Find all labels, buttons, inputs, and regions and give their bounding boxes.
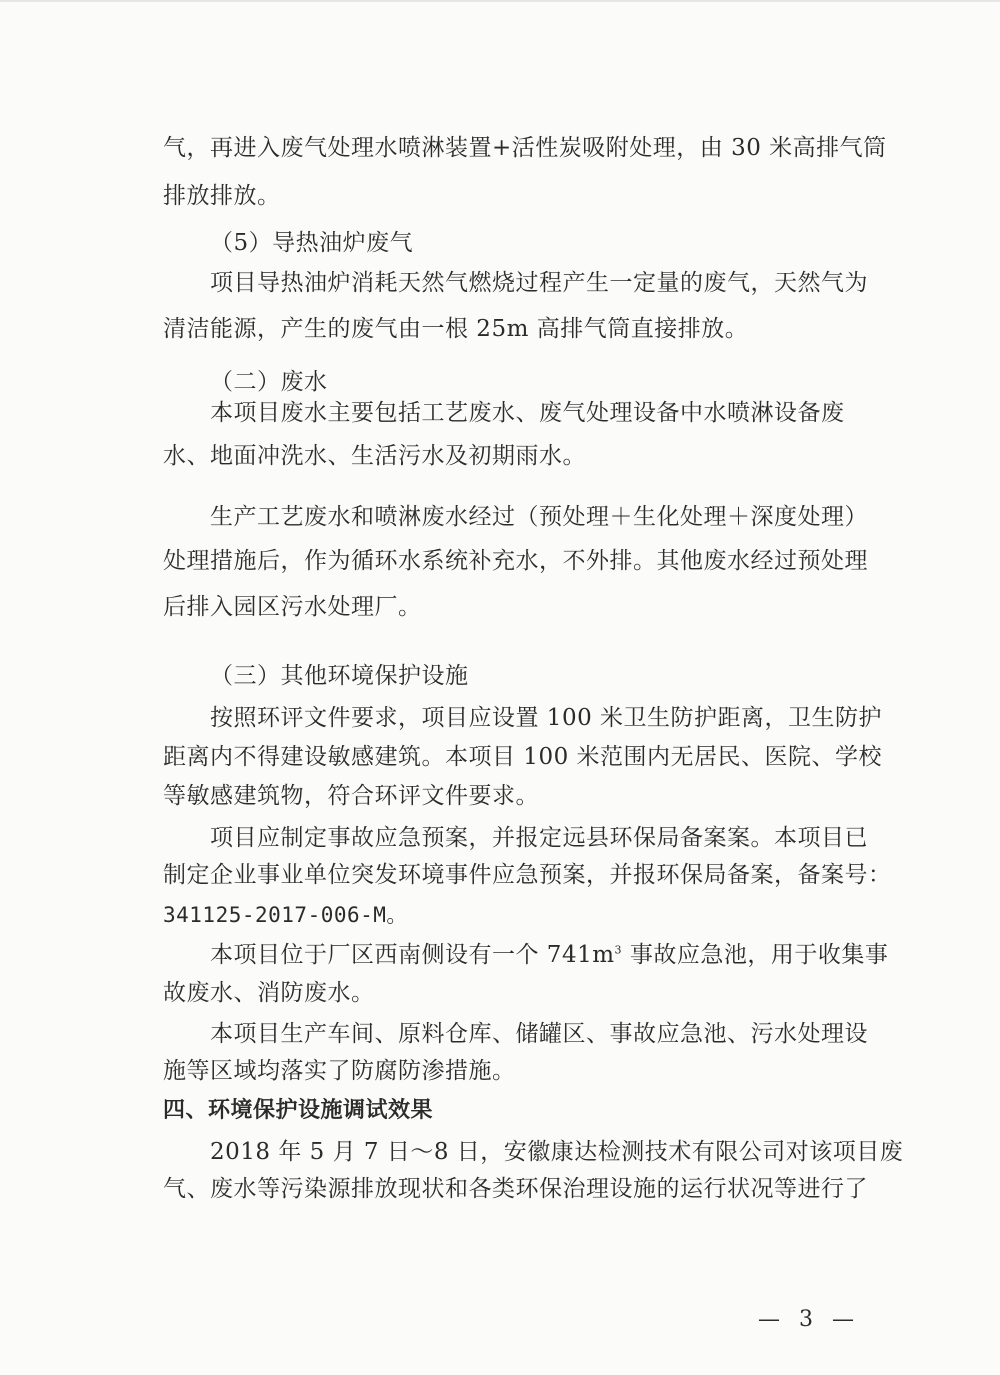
paragraph-line: 处理措施后，作为循环水系统补充水，不外排。其他废水经过预处理 <box>163 548 868 574</box>
paragraph-line: 本项目生产车间、原料仓库、储罐区、事故应急池、污水处理设 <box>210 1021 868 1047</box>
paragraph-line: 排放排放。 <box>163 183 281 209</box>
paragraph-line: 气、废水等污染源排放现状和各类环保治理设施的运行状况等进行了 <box>163 1176 868 1202</box>
record-number: 341125-2017-006-M。 <box>163 903 408 927</box>
paragraph-line: 距离内不得建设敏感建筑。本项目 100 米范围内无居民、医院、学校 <box>163 744 883 770</box>
paragraph-line: 后排入园区污水处理厂。 <box>163 594 422 620</box>
section-title: 四、环境保护设施调试效果 <box>163 1098 434 1123</box>
section-heading: （三）其他环境保护设施 <box>210 663 469 689</box>
paragraph-line: 水、地面冲洗水、生活污水及初期雨水。 <box>163 443 586 469</box>
paragraph-line: 项目导热油炉消耗天然气燃烧过程产生一定量的废气，天然气为 <box>210 270 868 296</box>
paragraph-line: 气，再进入废气处理水喷淋装置+活性炭吸附处理，由 30 米高排气筒 <box>163 135 887 161</box>
paragraph-line: 按照环评文件要求，项目应设置 100 米卫生防护距离，卫生防护 <box>210 705 883 731</box>
paragraph-line: 故废水、消防废水。 <box>163 980 375 1006</box>
paragraph-line <box>210 940 889 970</box>
section-heading: （5）导热油炉废气 <box>210 230 414 256</box>
line-text: 本项目位于厂区西南侧设有一个 741m <box>210 942 615 968</box>
paragraph-line: 施等区域均落实了防腐防渗措施。 <box>163 1058 516 1084</box>
superscript: 3 <box>614 943 623 957</box>
line-text: 事故应急池，用于收集事 <box>622 942 889 968</box>
paragraph-line: 等敏感建筑物，符合环评文件要求。 <box>163 783 539 809</box>
paragraph-line: 项目应制定事故应急预案，并报定远县环保局备案案。本项目已 <box>210 825 868 851</box>
paragraph-line: 本项目废水主要包括工艺废水、废气处理设备中水喷淋设备废 <box>210 400 845 426</box>
paragraph-line: 制定企业事业单位突发环境事件应急预案，并报环保局备案，备案号： <box>163 862 892 888</box>
section-heading: （二）废水 <box>210 369 328 395</box>
paragraph-line: 2018 年 5 月 7 日～8 日，安徽康达检测技术有限公司对该项目废 <box>210 1139 904 1165</box>
page-number: — 3 — <box>758 1307 860 1332</box>
paragraph-line: 清洁能源，产生的废气由一根 25m 高排气筒直接排放。 <box>163 316 749 342</box>
paragraph-line: 生产工艺废水和喷淋废水经过（预处理＋生化处理＋深度处理） <box>210 504 868 530</box>
